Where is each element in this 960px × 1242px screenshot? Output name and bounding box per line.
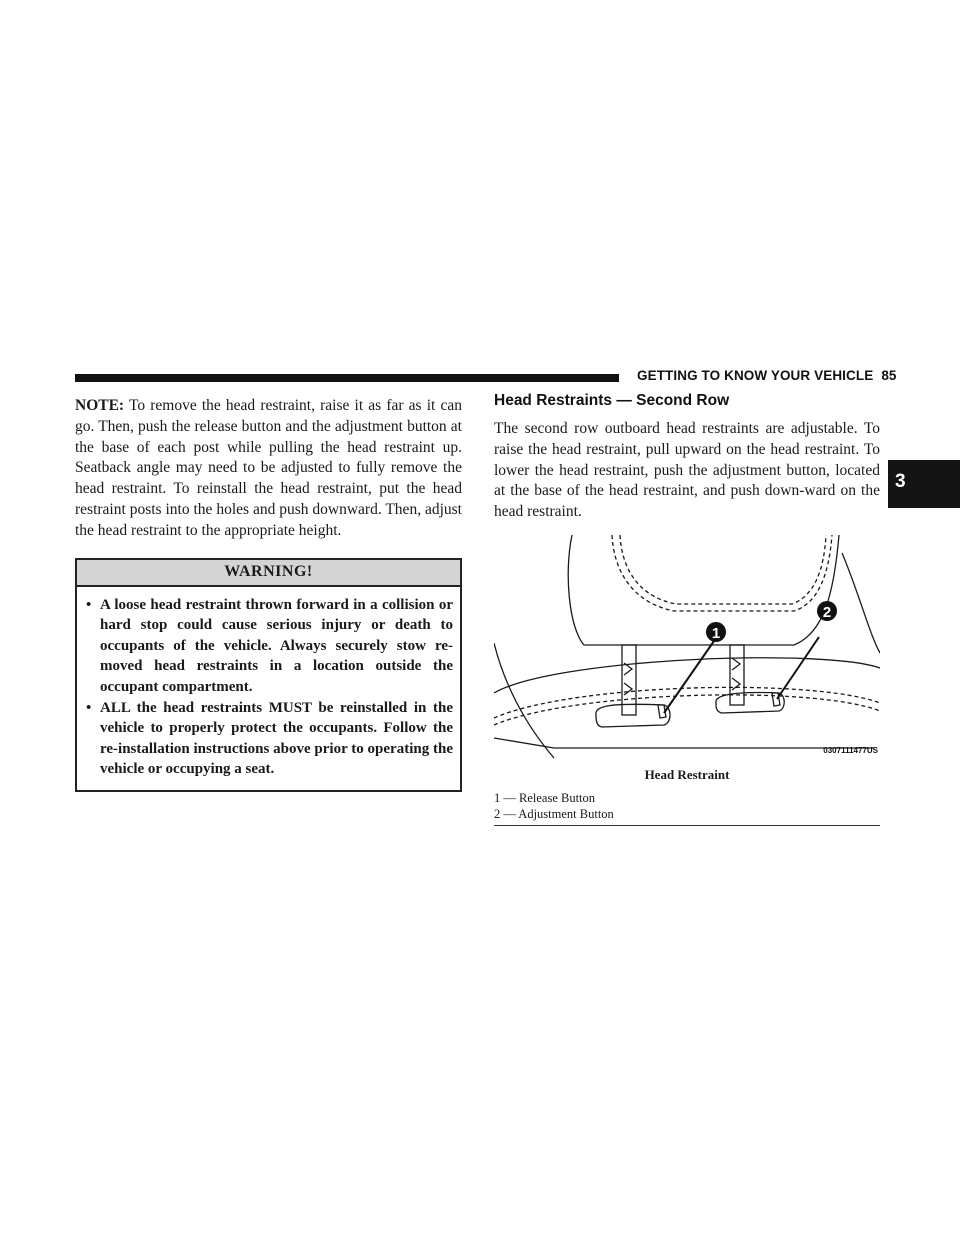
section-body: The second row outboard head restraints are adjustable. To raise the head restraint, pull upward on the head restraint. To lower the head restraint, push the adjustment button, located at the base of the head restraint, and push down-ward on the head restraint. — [494, 420, 880, 521]
warning-box — [75, 558, 462, 792]
header-title: GETTING TO KNOW YOUR VEHICLE — [637, 368, 874, 383]
right-column — [494, 392, 880, 826]
figure-code: 0307111477US — [823, 745, 878, 755]
callout-1-label: 1 — [711, 624, 721, 642]
note-text: To remove the head restraint, raise it as far as it can go. Then, push the release button and the adjustment button at the base of each post while pulling the head restraint up. Seatback angle may need to be adjusted to fully remove the head restraint. To reinstall the head restraint, put the head restraint posts into the holes and push downward. Then, adjust the head restraint to the appropriate height. — [75, 397, 462, 539]
warning-list — [77, 587, 460, 790]
figure-legend — [494, 790, 880, 823]
note-paragraph — [75, 396, 462, 542]
header-rule — [75, 374, 619, 382]
bullet-icon: • — [86, 596, 92, 613]
bullet-icon: • — [86, 699, 92, 716]
warning-item — [86, 595, 453, 698]
note-label: NOTE: — [75, 397, 125, 414]
left-column — [75, 396, 462, 792]
warning-item-text: A loose head restraint thrown forward in a collision or hard stop could cause serious injury or death to occupants of the vehicle. Always securely stow re-moved head restraints in a location outside the occupant compartment. — [100, 596, 453, 695]
warning-item — [86, 698, 453, 780]
head-restraint-illustration — [494, 533, 880, 763]
page-number: 85 — [881, 368, 897, 383]
chapter-tab — [888, 460, 960, 508]
callout-2-label: 2 — [822, 603, 832, 621]
warning-title: WARNING! — [77, 560, 460, 587]
section-title: Head Restraints — Second Row — [494, 392, 730, 409]
warning-item-text: ALL the head restraints MUST be reinstalled in the vehicle to properly protect the occupants. Follow the re-installation instructions above prior to operating the vehicle or occupying a seat. — [100, 699, 453, 778]
chapter-number: 3 — [895, 471, 906, 492]
legend-item: 2 — Adjustment Button — [494, 807, 614, 822]
legend-item: 1 — Release Button — [494, 790, 596, 805]
legend-divider — [494, 825, 880, 826]
figure-caption: Head Restraint — [644, 766, 730, 782]
head-restraint-figure — [494, 533, 880, 763]
running-header — [637, 368, 897, 383]
